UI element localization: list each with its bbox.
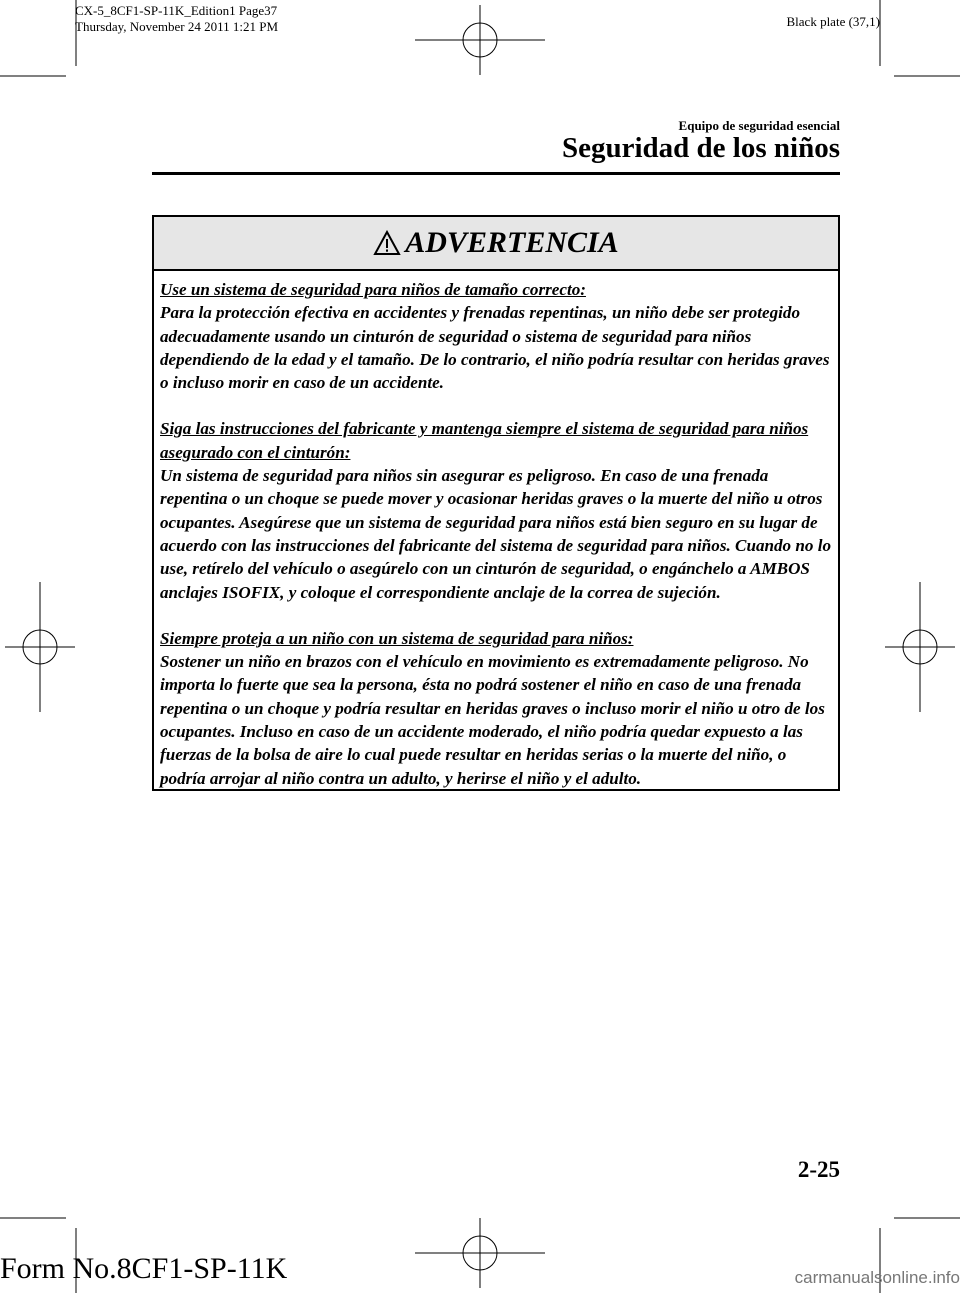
print-info-line-1: CX-5_8CF1-SP-11K_Edition1 Page37	[75, 3, 278, 18]
warning-paragraph	[160, 627, 832, 790]
warning-paragraph-text: Para la protección efectiva en accidentes y frenadas repentinas, un niño debe ser protegido adecuadamente usando un cinturón de seguridad o sistema de seguridad para niños dependiendo de la edad y el tamaño. De lo contrario, el niño podría resultar con heridas graves o incluso morir en caso de un accidente.	[160, 303, 830, 393]
form-number: Form No.8CF1-SP-11K	[0, 1252, 288, 1285]
warning-triangle-icon	[373, 230, 401, 256]
warning-paragraph-text: Sostener un niño en brazos con el vehículo en movimiento es extremadamente peligroso. No importa lo fuerte que sea la persona, ésta no podrá sostener el niño en caso de una frenada repentina o un choque y podría resultar en heridas graves o incluso morir el niño u otro de los ocupantes. Incluso en caso de un accidente moderado, el niño podría quedar expuesto a las fuerzas de la bolsa de aire lo cual puede resultar en heridas serias o la muerte del niño, o podría arrojar al niño contra un adulto, y herirse el niño y el adulto.	[160, 652, 825, 788]
warning-title: ADVERTENCIA	[405, 226, 619, 259]
print-info-line-2: Thursday, November 24 2011 1:21 PM	[75, 19, 279, 34]
page-number: 2-25	[797, 1157, 840, 1182]
warning-paragraph-heading: Siempre proteja a un niño con un sistema de seguridad para niños:	[160, 628, 634, 648]
watermark: carmanualsonline.info	[794, 1268, 960, 1287]
plate-label: Black plate (37,1)	[786, 14, 880, 29]
warning-body	[154, 271, 838, 790]
warning-paragraph	[160, 278, 832, 394]
warning-header	[154, 217, 838, 271]
warning-paragraph-heading: Siga las instrucciones del fabricante y mantenga siempre el sistema de seguridad para niños asegurado con el cinturón:	[160, 419, 809, 462]
warning-paragraph-text: Un sistema de seguridad para niños sin asegurar es peligroso. En caso de una frenada repentina o un choque se puede mover y ocasionar heridas graves o la muerte del niño u otros ocupantes. Asegúrese que un sistema de seguridad para niños está bien seguro en su lugar de acuerdo con las instrucciones del fabricante del sistema de seguridad para niños. Cuando no lo use, retírelo del vehículo o asegúrelo con un cinturón de seguridad, o engánchelo a AMBOS anclajes ISOFIX, y coloque el correspondiente anclaje de la correa de sujeción.	[160, 466, 831, 602]
print-info	[75, 3, 278, 35]
warning-paragraph-heading: Use un sistema de seguridad para niños de tamaño correcto:	[160, 280, 586, 299]
page-title: Seguridad de los niños	[561, 132, 840, 164]
warning-paragraph	[160, 417, 832, 603]
title-rule	[152, 172, 840, 175]
section-label: Equipo de seguridad esencial	[678, 118, 840, 133]
warning-box	[152, 215, 840, 791]
